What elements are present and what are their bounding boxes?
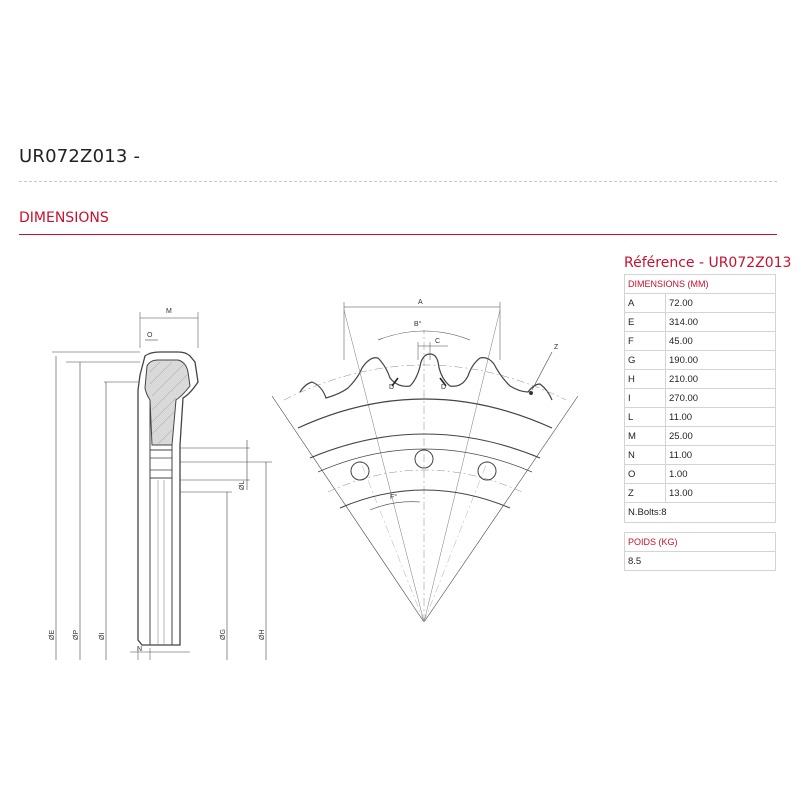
dim-value: 11.00: [666, 408, 776, 427]
dim-value: 210.00: [666, 370, 776, 389]
label-i: ØI: [99, 632, 106, 640]
reference-title: Référence - UR072Z013: [624, 255, 792, 271]
front-sector-view: [272, 302, 578, 622]
dim-value: 11.00: [666, 446, 776, 465]
dim-key: N: [625, 446, 666, 465]
label-l: ØL: [239, 480, 246, 490]
dim-key: H: [625, 370, 666, 389]
dim-value: 72.00: [666, 294, 776, 313]
label-a: A: [418, 299, 423, 306]
label-d-right: D: [441, 384, 447, 391]
dim-key: L: [625, 408, 666, 427]
dim-key: A: [625, 294, 666, 313]
label-d-left: D: [389, 384, 395, 391]
label-b: B°: [414, 321, 422, 328]
section-title: DIMENSIONS: [19, 210, 109, 226]
dim-value: 1.00: [666, 465, 776, 484]
label-p: ØP: [73, 629, 80, 640]
dim-key: F: [625, 332, 666, 351]
label-n: N: [137, 646, 143, 653]
label-m: M: [166, 308, 172, 315]
product-title: UR072Z013 -: [19, 146, 141, 167]
dim-key: M: [625, 427, 666, 446]
dim-value: 270.00: [666, 389, 776, 408]
dim-key: E: [625, 313, 666, 332]
weight-table-header: POIDS (KG): [625, 533, 776, 552]
label-h: ØH: [259, 629, 266, 640]
label-f: F°: [390, 494, 398, 501]
dim-key: I: [625, 389, 666, 408]
label-z: Z: [554, 344, 559, 351]
dim-value: 314.00: [666, 313, 776, 332]
dim-value: 13.00: [666, 484, 776, 503]
dim-key: G: [625, 351, 666, 370]
label-c: C: [435, 338, 441, 345]
dimensions-table-header: DIMENSIONS (MM): [625, 275, 776, 294]
weight-value: 8.5: [625, 552, 776, 571]
dim-key: O: [625, 465, 666, 484]
bolts-count: N.Bolts:8: [625, 503, 776, 523]
label-e: ØE: [49, 629, 56, 640]
dim-value: 190.00: [666, 351, 776, 370]
label-g: ØG: [220, 629, 227, 640]
label-o: O: [147, 332, 153, 339]
dim-value: 45.00: [666, 332, 776, 351]
dim-key: Z: [625, 484, 666, 503]
dim-value: 25.00: [666, 427, 776, 446]
